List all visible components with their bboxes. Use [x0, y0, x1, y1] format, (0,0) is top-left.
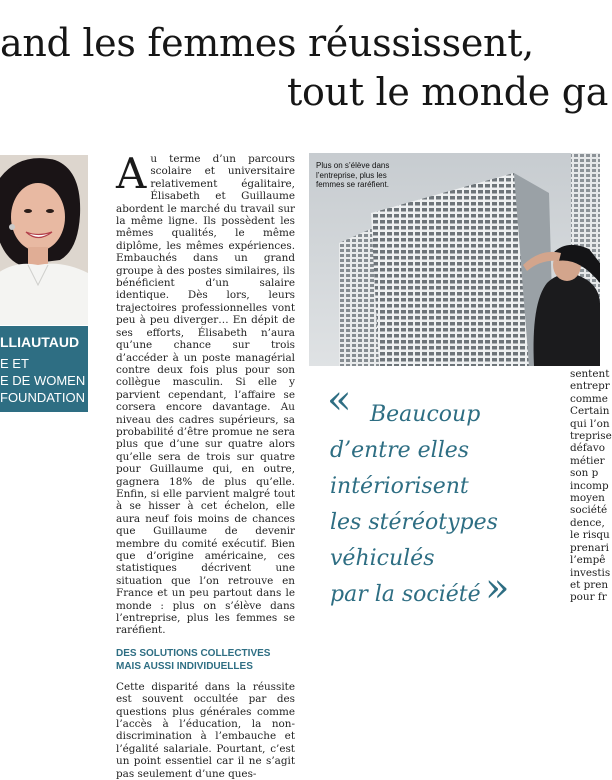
- right-column-line: moyen: [570, 492, 605, 505]
- headline-line-2: tout le monde ga: [287, 70, 609, 114]
- right-column-line: sentent: [570, 368, 610, 380]
- right-column-line: et pren: [570, 578, 609, 591]
- right-column-clipped: [570, 368, 612, 604]
- right-column-line: investis: [570, 566, 611, 579]
- quote-open-mark: «: [327, 377, 352, 423]
- author-title-line-1: E ET: [0, 356, 29, 371]
- pull-quote-line-1: Beaucoup: [370, 402, 481, 427]
- right-column-line: qui l’on: [570, 417, 610, 430]
- body-paragraph-1: [116, 149, 295, 637]
- drop-cap: A: [116, 149, 147, 198]
- body-paragraph-2: Cette disparité dans la réussite est souvent occultée par des questions plus générales comme l’accès à l’éducation, la non-discrimination à l’embauche et l’égalité salariale. Pourtant, c’est un point essentiel car il ne s’agit pas seulement d’une ques-: [116, 680, 295, 780]
- right-column-line: prenari: [570, 541, 609, 554]
- right-column-line: treprise: [570, 430, 612, 443]
- right-column-line: le risqu: [570, 529, 610, 542]
- pull-quote-line-5: véhiculés: [330, 546, 435, 571]
- author-name: LLIAUTAUD: [0, 334, 80, 350]
- right-column-line: dence,: [570, 516, 605, 529]
- pull-quote-line-4: les stéréotypes: [330, 510, 498, 535]
- author-title-line-3: FOUNDATION: [0, 390, 85, 405]
- pull-quote-line-6: par la société: [330, 582, 481, 607]
- right-column-line: incomp: [570, 479, 609, 492]
- right-column-line: défavo: [570, 442, 605, 455]
- subheading-line-2: MAIS AUSSI INDIVIDUELLES: [116, 660, 253, 672]
- body-paragraph-1-text: u terme d’un parcours scolaire et universitaire relativement égalitaire, Élisabeth et Guillaume abordent le marché du travail sur la même ligne. Ils possèdent les mêmes qualités, le même diplôme, les mêmes expériences. Embauchés dans un grand groupe à des postes similaires, ils bénéficient d’un salaire identique. Dès lors, leurs trajectoires professionnelles vont peu à peu diverger… En dépit de ses efforts, Élisabeth n’aura qu’une chance sur trois d’accéder à un poste managérial contre deux fois plus pour son collègue masculin. Si elle y parvient cependant, l’affaire se corsera encore davantage. Au niveau des cadres supérieurs, sa probabilité d’être promue ne sera plus que d’une sur quatre alors qu’elle sera de trois sur quatre pour Guillaume qui, en outre, gagnera 18% de plus qu’elle. Enfin, si elle parvient malgré tout à se hisser à cet échelon, elle aura neuf fois moins de chances que Guillaume de devenir membre du comité exécutif. Bien que d’origine américaine, ces statistiques décrivent une situation que l’on retrouve en France et un peu partout dans le monde : plus on s’élève dans l’entreprise, plus les femmes se raréfient.: [116, 153, 295, 637]
- right-column-line: comme: [570, 392, 608, 405]
- right-column-line: son p: [570, 467, 599, 480]
- right-column-line: métier: [570, 454, 605, 467]
- photo-caption: Plus on s’élève dans l’entreprise, plus les femmes se raréfient.: [316, 161, 390, 189]
- section-subheading: [116, 647, 295, 673]
- right-column-line: société: [570, 504, 608, 517]
- subheading-line-1: DES SOLUTIONS COLLECTIVES: [116, 647, 271, 659]
- right-column-line: l’empê: [570, 554, 606, 567]
- article-body-column: [116, 149, 295, 780]
- author-portrait: [0, 155, 88, 325]
- quote-close-mark: »: [485, 565, 510, 611]
- author-caption-box: [0, 326, 88, 412]
- right-column-line: entrepr: [570, 380, 610, 393]
- right-column-line: pour fr: [570, 591, 607, 604]
- author-title-line-2: E DE WOMEN: [0, 373, 86, 388]
- pull-quote-line-2: d’entre elles: [330, 438, 470, 463]
- right-column-line: Certain: [570, 405, 610, 418]
- pull-quote-line-3: intériorisent: [330, 474, 469, 499]
- headline-line-1: and les femmes réussissent,: [0, 21, 534, 65]
